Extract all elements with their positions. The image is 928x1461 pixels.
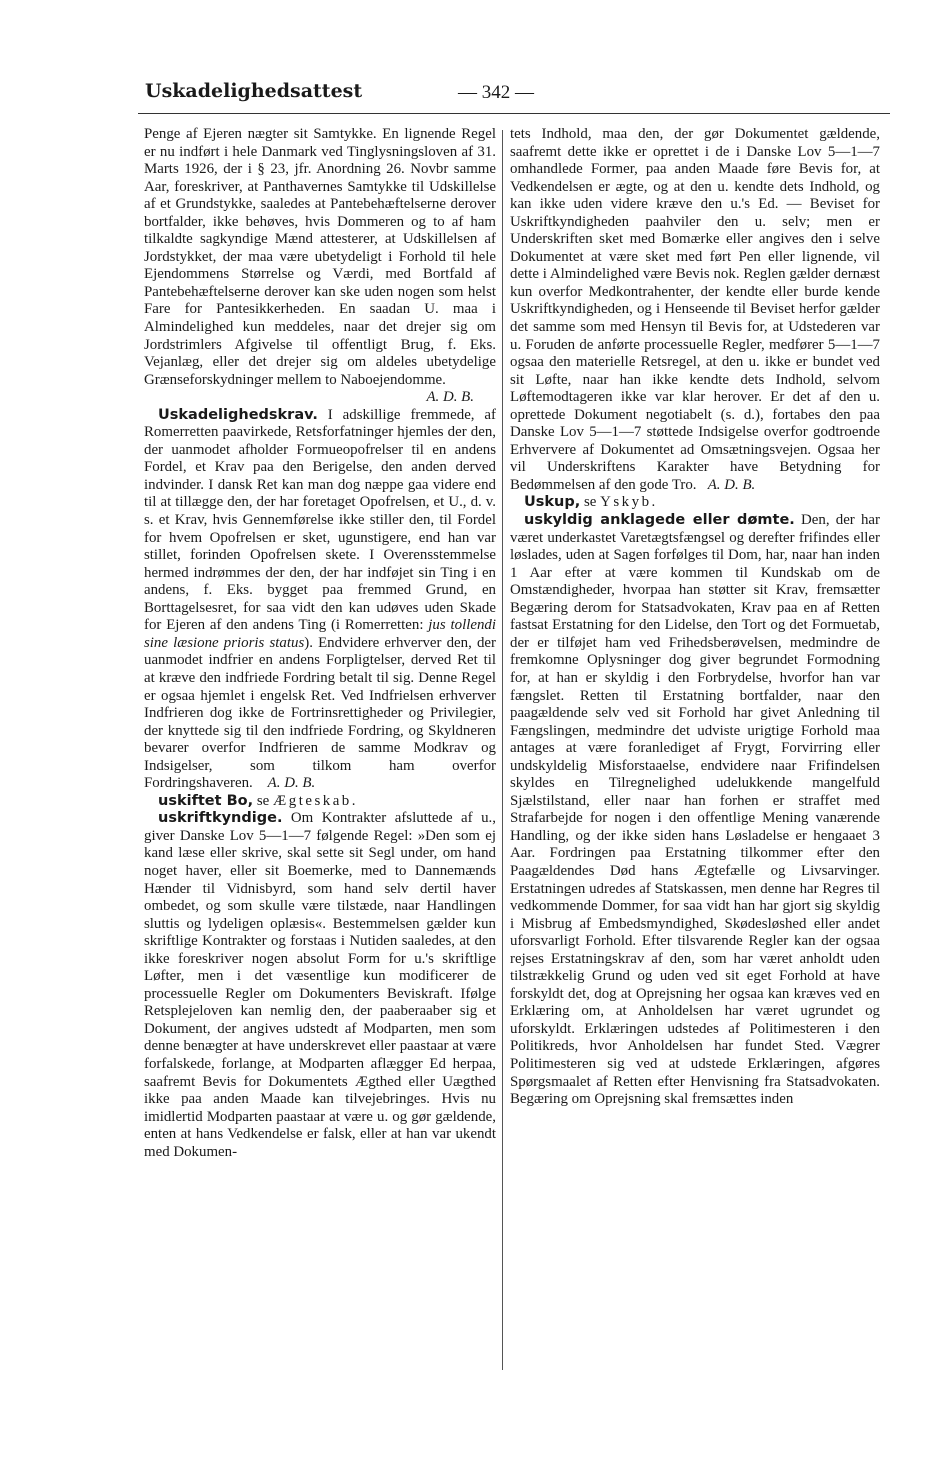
signature: A. D. B.: [707, 476, 756, 493]
entry-headword: uskriftkyndige.: [158, 810, 283, 827]
entry-uskup: [510, 494, 880, 512]
running-head: Uskadelighedsattest: [145, 80, 363, 102]
signature: A. D. B.: [426, 389, 474, 406]
entry-text: Om Kontrakter afsluttede af u., giver Danske Lov 5—1—7 følgende Regel: »Den som ej kand læse eller skrive, skal sette sit Segl under, om hand noget haver, eller sit Boemerke, med to Dannemænds Hænder til Vidnisbyrd, som hand selv dertil haver ombedet, og som skulle være tilstæde, naar Handlingen sluttis og lydeligen oplæsis«. Bestemmelsen gælder kun skriftlige Kontrakter og forstaas i Nutiden saaledes, at den ikke foreskriver nogen absolut Form for u.'s skriftlige Løfter, men i det væsentlige kun modificerer de processuelle Regler om Dokumenters Beviskraft. Ifølge Retsplejeloven kan nemlig den, der paaberaaber sig et Dokument, der angives udstedt af Modparten, men som denne benægter at have underskrevet eller paastaar at være forfalskede, forlange, at Modparten aflægger Ed herpaa, saafremt Bevis for Dokumentets Ægthed eller Uægthed ikke paa anden Maade kan tilvejebringes. Hvis nu imidlertid Modparten paastaar at være u. og gør gældende, enten at hans Vedkendelse er falsk, eller at han var ukendt med Dokumen-: [144, 810, 496, 1160]
entry-text: ). Endvidere erhverver den, der uanmodet indfrier en andens Forpligtelser, derved Ret til at kræve den indfriede Fordring betalt til sig. Denne Regel er ogsaa hjemlet i engelsk Ret. Ved Indfrielsen erhverver Indfrieren dog ikke de Fortrinsrettigheder og Privilegier, der knyttede sig til den indfriede Fordring, og Skyldneren bevarer overfor Indfrieren de samme Modkrav og Indsigelser, som tilkom ham overfor Fordringshaveren.: [144, 634, 496, 792]
entry-uskriftkyndige: [144, 810, 496, 1161]
right-paragraph-continued: [510, 126, 880, 494]
entry-uskiftet-bo: [144, 793, 496, 811]
entry-headword: Uskadelighedskrav.: [158, 406, 318, 423]
see-label: se: [580, 494, 601, 511]
left-column: [144, 126, 496, 1161]
page-header: [145, 80, 890, 110]
entry-headword: uskyldig anklagede eller dømte.: [524, 512, 795, 529]
entry-text: Den, der har været underkastet Varetægtsfængsel og derefter frifindes eller løslades, uden at Sagen forfølges til Dom, har, naar han inden 1 Aar efter at være kommen til Kundskab om de Omstændigheder, hvorpaa han støtter sit Krav, fremsætter Begæring derom for Statsadvokaten, Krav paa en af Retten fastsat Erstatning for den Lidelse, den Tort og det Formuetab, der er tilføjet ham ved Frihedsberøvelsen, medmindre de fremkomne Oplysninger dog giver begrundet Formodning for, at han er skyldig i den Forbrydelse, hvorfor han var fængslet. Retten til Erstatning bortfalder, naar den paagældende selv ved sit Forhold har givet Anledning til Fængslingen, medmindre det udviste urigtige Forhold maa antages at være foranlediget af Frygt, Forvirring eller undskyldelig Misforstaaelse, endvidere naar Frifindelsen skyldes en Tilregnelighed udelukkende mangelfuld Sjælstilstand, eller naar han forhen er straffet med Strafarbejde for nogen i den offentlige Mening vanærende Handling, og der ikke siden hans Løsladelse er hengaaet 3 Aar. Fordringen paa Erstatning tilkommer efter den Paagældendes Død hans Ægtefælle og Livsarvinger. Erstatningen udredes af Statskassen, men denne har Regres til vedkommende Dommer, for saa vidt han har gjort sig skyldig i Misbrug af Embedsmyndighed, Skødesløshed eller andet uforsvarligt Forhold. Efter tilsvarende Regler kan der ogsaa rejses Erstatningskrav af den, som har været anholdt uden tilstrækkelig Grund og uden ved sit eget Forhold at have forskyldt det, dog at Oprejsning her ogsaa kan kræves ved en Erklæring om, at Anholdelsen har været ugrundet og uforskyldt. Erklæringen udstedes af Politimesteren i den Politikreds, hvor Anholdelsen har fundet Sted. Vægrer Politimesteren sig ved at udstede Erklæringen, afgøres Spørgsmaalet af Retten efter Henvisning fra Statsadvokaten. Begæring om Oprejsning skal fremsættes inden: [510, 512, 880, 1108]
entry-uskadelighedskrav: [144, 407, 496, 793]
entry-uskyldig-anklagede: [510, 512, 880, 1109]
entry-text: tets Indhold, maa den, der gør Dokumentet gældende, saafremt dette ikke er oprettet i de i Danske Lov 5—1—7 omhandlede Former, paa anden Maade føre Bevis for, at Vedkendelsen er ægte, og at den u. kendte dets Indhold, og kan ikke uden videre kræve den u.'s Ed. — Beviset for Uskriftkyndigheden paahviler den u. selv; men er Underskriften sket med Bomærke eller angives den i selve Dokumentet at være sket med ført Pen eller lignende, vil dette i Almindelighed være Bevis nok. Reglen gælder dernæst kun overfor Medkontrahenter, der kendte eller burde kende Uskriftkyndigheden, og i Henseende til Beviset herfor gælder det samme som med Hensyn til Bevis for, at Udstederen var u. Foruden de anførte processuelle Regler, medfører 5—1—7 ogsaa den materielle Retsregel, at den u. ikke er bundet ved sit Løfte, naar han ikke kendte dets Indhold, selvom Løftemodtageren ikke var klar herover. Er det af den u. oprettede Dokument negotiabelt (s. d.), fortabes den paa Danske Lov 5—1—7 støttede Indsigelse overfor godtroende Erhververe af Dokumentet ad Omsætningsvejen. Ogsaa her vil Underskriftens Karakter have Betydning for Bedømmelsen af den gode Tro.: [510, 126, 880, 493]
cross-reference: Ægteskab.: [273, 792, 358, 809]
right-column: [510, 126, 880, 1109]
left-paragraph-continued: Penge af Ejeren nægter sit Samtykke. En lignende Regel er nu indført i hele Danmark ved Tinglysningsloven af 31. Marts 1926, der i § 23, jfr. Anordning 26. Novbr samme Aar, foreskriver, at Panthavernes Samtykke til Udskillelse af et Grundstykke, saaledes at Pantebehæftelserne derover bortfalder, ikke behøves, hvis Dommeren og to af ham tilkaldte sagkyndige Mænd attesterer, at Udskillelsen af Jordstykket, der maa være ubetydeligt i Forhold til hele Ejendommens Størrelse og Værdi, med Bortfald af Pantebehæftelserne derover kan ske uden nogen som helst Fare for Pantesikkerheden. En saadan U. maa i Almindelighed kun meddeles, naar det drejer sig om Jordstrimlers Afgivelse til offentligt Brug, f. Eks. Vejanlæg, eller det drejer sig om aldeles ubetydelige Grænseforskydninger mellem to Naboejendomme.: [144, 126, 496, 388]
header-rule: [138, 113, 890, 114]
entry-text: I adskillige fremmede, af Romerretten paavirkede, Retsforfatninger hjemles der den, der uanmodet afholder Formueopofrelser til en andens Fordel, et Krav paa den Berigelse, den anden derved indvinder. I dansk Ret kan man dog næppe gaa videre end til at tillægge den, der har foretaget Opofrelsen, et U., d. v. s. et Krav, hvis Gennemførelse ikke stiller den, til Fordel for hvem Opofrelsen er sket, ugunstigere, end han var stillet, forinden Opofrelsen skete. I Overensstemmelse hermed indrømmes der den, der har indføjet sin Ting i en andens, f. Eks. bygget paa fremmed Grund, en Borttagelsesret, for saa vidt den kan udøves uden Skade for Ejeren af den andens Ting (i Romerretten:: [144, 406, 496, 634]
column-rule: [502, 130, 503, 1370]
entry-headword: uskiftet Bo,: [158, 792, 254, 809]
see-label: se: [253, 792, 274, 809]
latin-phrase: jus tollendi sine læsione prioris status: [144, 617, 497, 651]
page-number: — 342 —: [458, 82, 534, 103]
entry-headword: Uskup,: [524, 494, 581, 511]
signature: A. D. B.: [267, 775, 316, 792]
cross-reference: Yskyb.: [600, 494, 658, 511]
